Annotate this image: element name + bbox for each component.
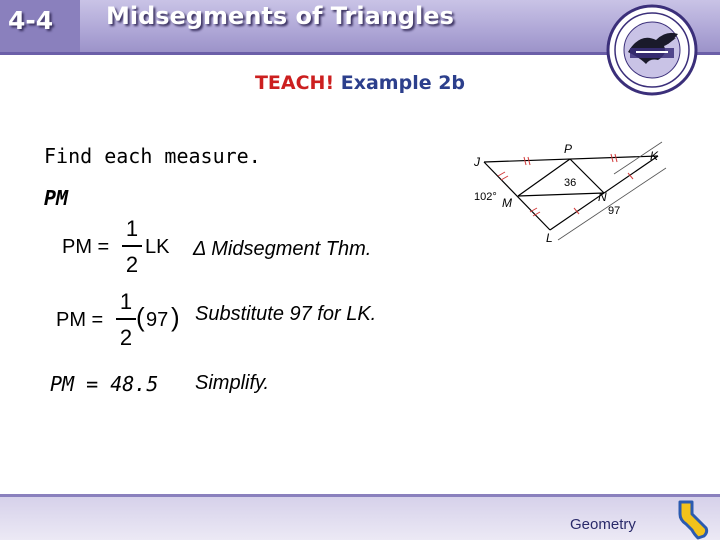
triangle-diagram — [458, 138, 678, 250]
step-3-lhs: PM = 48.5 — [50, 372, 159, 396]
step-2-fraction-bar — [116, 318, 136, 320]
label-36: 36 — [564, 177, 577, 189]
step-2-lhs: PM = — [56, 309, 104, 331]
footer-label: Geometry — [570, 516, 636, 533]
label-j: J — [474, 155, 480, 169]
step-3-reason: Simplify. — [195, 372, 270, 394]
segment-mn — [518, 193, 604, 196]
lesson-number: 4-4 — [8, 6, 54, 35]
step-2-numerator: 1 — [119, 289, 133, 314]
label-97: 97 — [608, 205, 621, 217]
label-k: K — [650, 149, 659, 163]
lesson-title: Midsegments of Triangles — [106, 2, 454, 30]
step-2-right-paren: ) — [171, 302, 180, 332]
step-1-rhs: LK — [145, 236, 170, 258]
example-label: Example 2b — [340, 72, 466, 94]
problem-label: PM — [44, 186, 69, 210]
step-1-reason: Δ Midsegment Thm. — [193, 238, 372, 260]
label-m: M — [502, 196, 512, 210]
teach-label: TEACH! — [254, 72, 335, 94]
label-angle: 102° — [474, 191, 497, 203]
segment-jk — [484, 156, 658, 162]
step-1-fraction-bar — [122, 245, 142, 247]
label-p: P — [564, 142, 573, 156]
step-2-reason: Substitute 97 for LK. — [195, 303, 377, 325]
step-1-lhs: PM = — [62, 236, 110, 258]
step-2-rhs: 97 — [146, 309, 169, 331]
instruction-text: Find each measure. — [44, 144, 261, 168]
step-1-denominator: 2 — [125, 252, 139, 277]
example-heading — [0, 72, 720, 94]
label-l: L — [546, 231, 553, 245]
step-2-denominator: 2 — [119, 325, 133, 350]
step-1-numerator: 1 — [125, 216, 139, 241]
label-n: N — [598, 190, 607, 204]
california-state-icon — [672, 500, 712, 540]
step-2-left-paren: ( — [136, 302, 145, 332]
